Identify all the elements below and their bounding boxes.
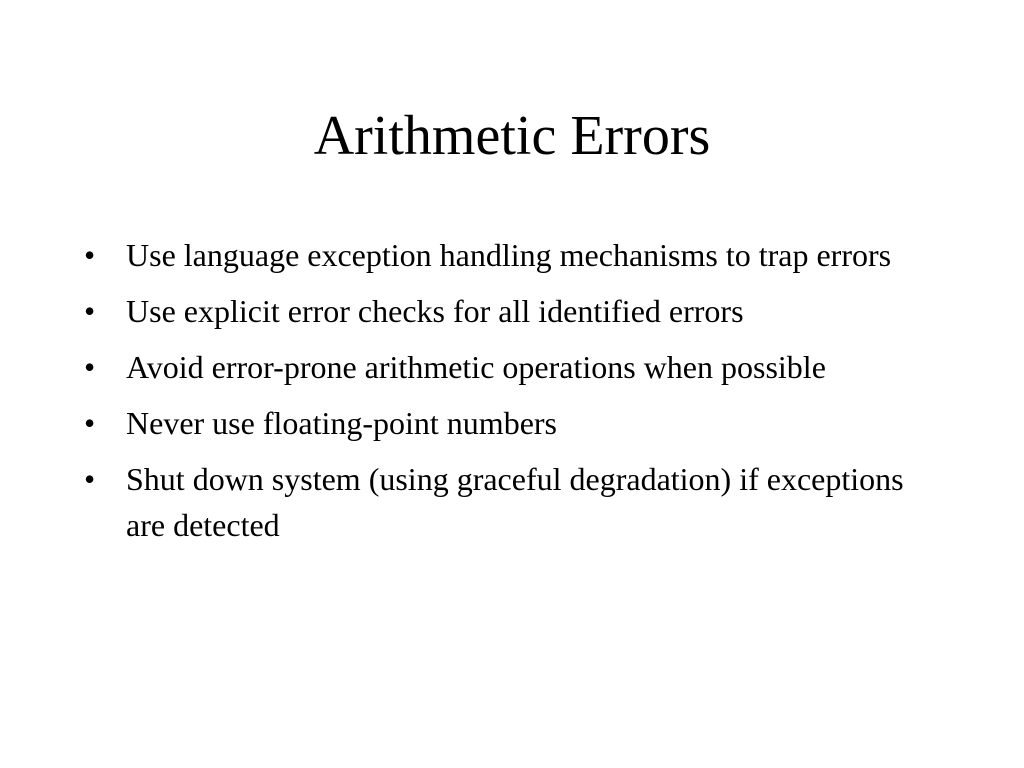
bullet-dot-icon: • <box>84 461 96 497</box>
bullet-item <box>84 232 944 278</box>
bullet-text: Never use floating-point numbers <box>126 405 557 441</box>
slide-title: Arithmetic Errors <box>313 105 711 167</box>
bullet-list <box>84 232 944 558</box>
bullet-dot-icon: • <box>84 237 96 273</box>
bullet-item <box>84 400 944 446</box>
bullet-text: Shut down system (using graceful degradation) if exceptions are detected <box>126 461 904 543</box>
bullet-dot-icon: • <box>84 349 96 385</box>
bullet-dot-icon: • <box>84 405 96 441</box>
bullet-text: Use language exception handling mechanisms to trap errors <box>126 237 892 273</box>
bullet-item <box>84 288 944 334</box>
bullet-item <box>84 456 944 548</box>
bullet-dot-icon: • <box>84 293 96 329</box>
bullet-text: Avoid error-prone arithmetic operations when possible <box>126 349 826 385</box>
bullet-item <box>84 344 944 390</box>
bullet-text: Use explicit error checks for all identified errors <box>126 293 744 329</box>
